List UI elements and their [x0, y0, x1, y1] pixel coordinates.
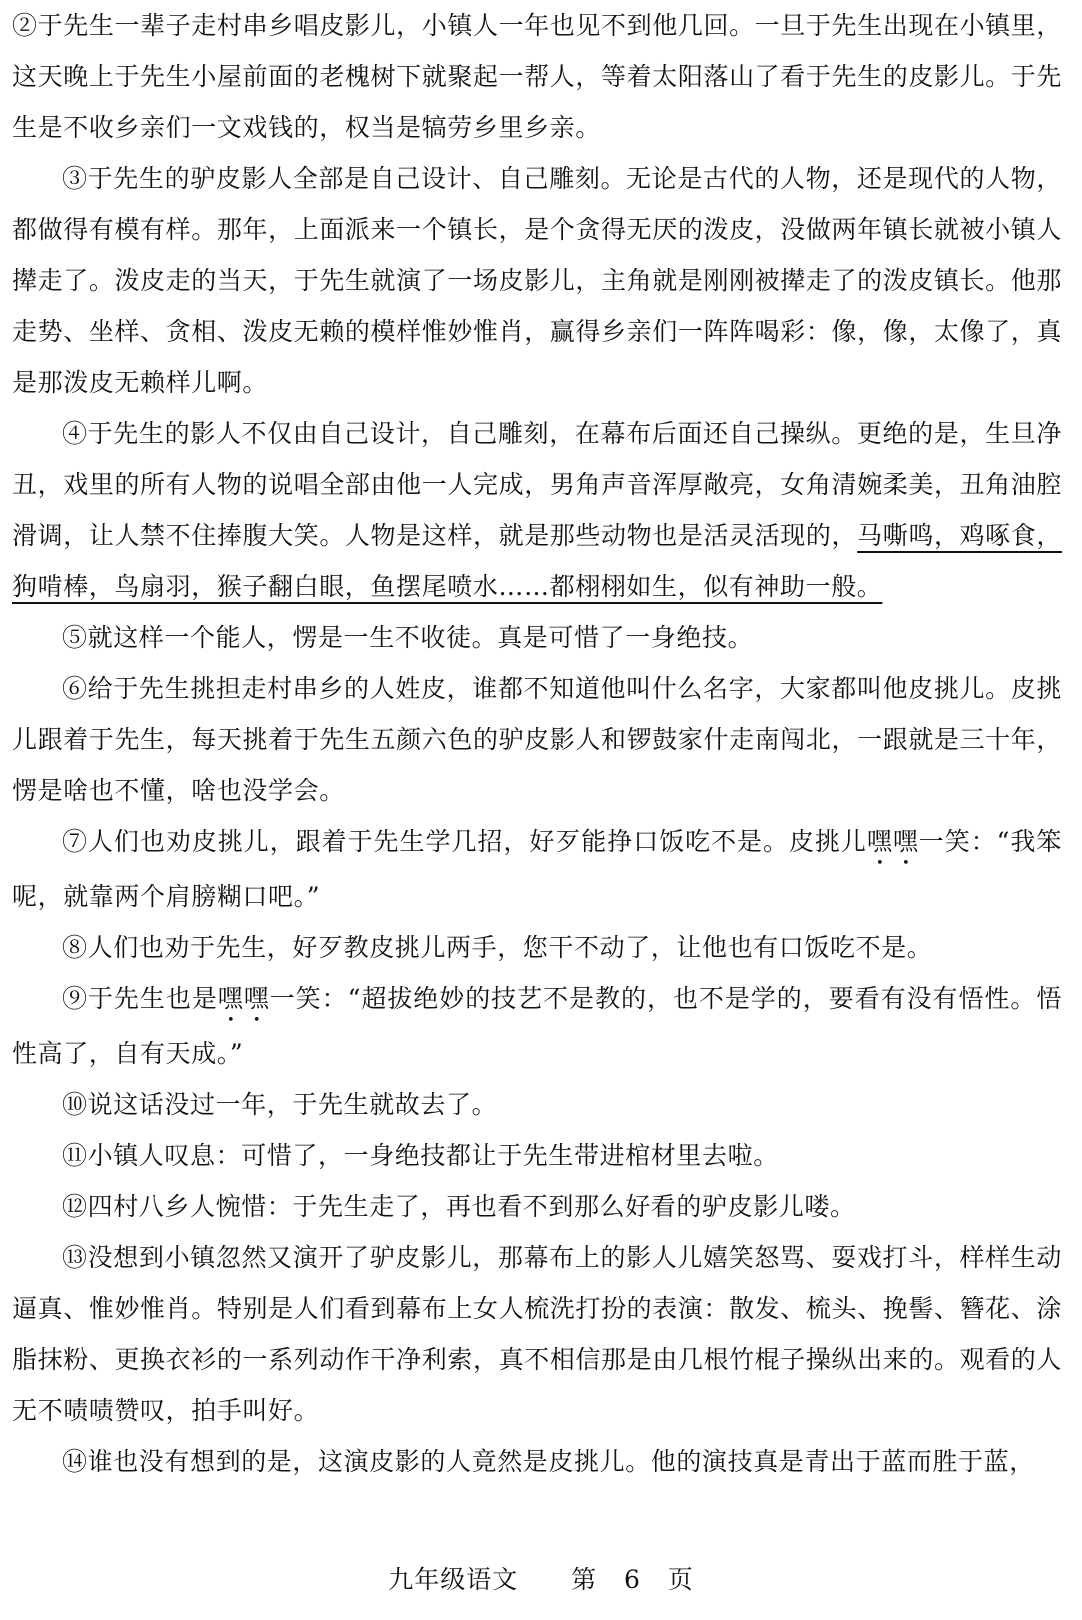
footer-page-digit: 6	[624, 1565, 641, 1594]
paragraph	[12, 1436, 1062, 1487]
emphasized-word: 嘿嘿	[217, 984, 270, 1013]
text-run: ⑪小镇人叹息：可惜了，一身绝技都让于先生带进棺材里去啦。	[62, 1141, 779, 1170]
text-run: ⑬没想到小镇忽然又演开了驴皮影儿，那幕布上的影人儿嬉笑怒骂、耍戏打斗，样样生动逼真、惟妙惟肖。特别是人们看到幕布上女人梳洗打扮的表演：散发、梳头、挽髻、簪花、涂脂抹粉、更换衣衫的一系列动作干净利索，真不相信那是由几根竹棍子操纵出来的。观看的人无不啧啧赞叹，拍手叫好。	[12, 1243, 1062, 1425]
paragraph	[12, 922, 1062, 973]
text-run: ②于先生一辈子走村串乡唱皮影儿，小镇人一年也见不到他几回。一旦于先生出现在小镇里，这天晚上于先生小屋前面的老槐树下就聚起一帮人，等着太阳落山了看于先生的皮影儿。于先生是不收乡亲们一文戏钱的，权当是犒劳乡里乡亲。	[12, 11, 1062, 142]
paragraph	[12, 1079, 1062, 1130]
emphasized-word: 嘿嘿	[866, 827, 919, 856]
text-run: ⑥给于先生挑担走村串乡的人姓皮，谁都不知道他叫什么名字，大家都叫他皮挑儿。皮挑儿跟着于先生，每天挑着于先生五颜六色的驴皮影人和锣鼓家什走南闯北，一跟就是三十年，愣是啥也不懂，啥也没学会。	[12, 674, 1062, 805]
text-run: 一笑：“我笨呢，就靠两个肩膀糊口吧。”	[12, 827, 1062, 911]
text-run: ⑤就这样一个能人，愣是一生不收徒。真是可惜了一身绝技。	[62, 623, 754, 652]
text-run: 一笑：“超拔绝妙的技艺不是教的，也不是学的，要看有没有悟性。悟性高了，自有天成。”	[12, 984, 1062, 1068]
footer-page-prefix: 第	[571, 1565, 598, 1594]
text-run: ⑨于先生也是	[62, 984, 218, 1013]
reading-passage	[12, 0, 1062, 1487]
text-run: ③于先生的驴皮影人全部是自己设计、自己雕刻。无论是古代的人物，还是现代的人物，都做得有模有样。那年，上面派来一个镇长，是个贪得无厌的泼皮，没做两年镇长就被小镇人撵走了。泼皮走的当天，于先生就演了一场皮影儿，主角就是刚刚被撵走了的泼皮镇长。他那走势、坐样、贪相、泼皮无赖的模样惟妙惟肖，赢得乡亲们一阵阵喝彩：像，像，太像了，真是那泼皮无赖样儿啊。	[12, 164, 1062, 397]
paragraph	[12, 408, 1062, 612]
paragraph	[12, 973, 1062, 1079]
text-run: ⑫四村八乡人惋惜：于先生走了，再也看不到那么好看的驴皮影儿喽。	[62, 1192, 856, 1221]
text-run: ⑧人们也劝于先生，好歹教皮挑儿两手，您干不动了，让他也有口饭吃不是。	[62, 933, 933, 962]
paragraph	[12, 816, 1062, 922]
footer-page-number	[571, 1565, 694, 1594]
footer-page-suffix: 页	[667, 1565, 694, 1594]
paragraph	[12, 153, 1062, 408]
text-run: ⑩说这话没过一年，于先生就故去了。	[62, 1090, 498, 1119]
paragraph	[12, 612, 1062, 663]
paragraph	[12, 1181, 1062, 1232]
text-run: ④于先生的影人不仅由自己设计，自己雕刻，在幕布后面还自己操纵。更绝的是，生旦净丑，戏里的所有人物的说唱全部由他一人完成，男角声音浑厚敞亮，女角清婉柔美，丑角油腔滑调，让人禁不住捧腹大笑。人物是这样，就是那些动物也是活灵活现的，	[12, 419, 1062, 550]
paragraph	[12, 663, 1062, 816]
page-footer	[0, 1560, 1082, 1596]
underlined-sentence: 马嘶鸣，鸡啄食，狗啃棒，鸟扇羽，猴子翻白眼，鱼摆尾喷水……都栩栩如生，似有神助一般。	[12, 521, 1062, 601]
paragraph	[12, 1232, 1062, 1436]
text-run: ⑦人们也劝皮挑儿，跟着于先生学几招，好歹能挣口饭吃不是。皮挑儿	[62, 827, 867, 856]
paragraph	[12, 0, 1062, 153]
text-run: ⑭谁也没有想到的是，这演皮影的人竟然是皮挑儿。他的演技真是青出于蓝而胜于蓝，	[62, 1447, 1035, 1476]
footer-grade-subject: 九年级语文	[388, 1565, 519, 1594]
paragraph	[12, 1130, 1062, 1181]
